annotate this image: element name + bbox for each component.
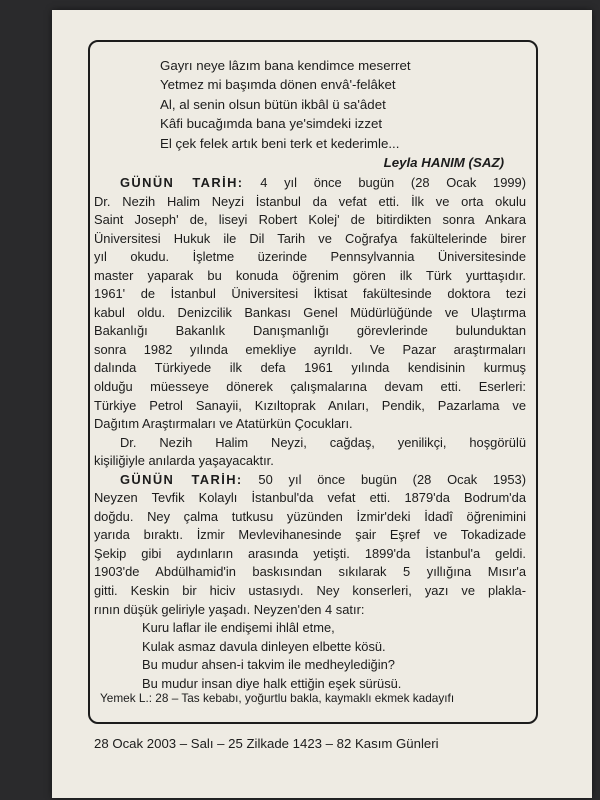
verse-line: Bu mudur insan diye halk ettiğin eşek sürüsü. xyxy=(142,675,402,691)
verse-line: Bu mudur ahsen-i takvim ile medheylediğin? xyxy=(142,657,395,673)
entry2-line: rının düşük geliriyle yaşadı. Neyzen'den 4 satır: xyxy=(94,601,365,617)
entry2-line: doğdu. Ney çalma tutkusu yüzünden İzmir'deki İdadî öğrenimini xyxy=(94,508,526,524)
entry1-line: Dr. Nezih Halim Neyzi, cağdaş, yenilikçi, hoşgörülü xyxy=(120,434,526,450)
entry2-line: gitti. Keskin bir hiciv ustasıydı. Ney konserleri, yazı ve plakla- xyxy=(94,583,526,599)
poem-line: Kâfi bucağımda bana ye'simdeki izzet xyxy=(160,116,383,132)
entry1-line: sonra 1982 yılında emekliye ayrıldı. Ve Pazar araştırmaları xyxy=(94,341,526,357)
date-footer: 28 Ocak 2003 – Salı – 25 Zilkade 1423 – 82 Kasım Günleri xyxy=(94,736,439,751)
entry1-line: kabul oldu. Denizcilik Bankası Genel Müdürlüğünde ve Ulaştırma xyxy=(94,304,526,320)
entry1-closing-line xyxy=(94,434,526,453)
entry1-line: 1961' de İstanbul Üniversitesi İktisat fakültesinde doktora tezi xyxy=(94,286,526,302)
entry1-line: master yaparak bu konuda öğrenim gören ilk Türk yurttaşıdır. xyxy=(94,267,526,283)
entry2-heading: GÜNÜN TARİH: xyxy=(120,471,243,487)
entry2-line: Neyzen Tevfik Kolaylı İstanbul'da vefat etti. 1879'da Bodrum'da xyxy=(94,490,526,506)
entry1-first-line xyxy=(94,174,526,193)
entry1-heading: GÜNÜN TARİH: xyxy=(120,175,244,190)
entry1-line: Dr. Nezih Halim Neyzi İstanbul da vefat etti. İlk ve orta okulu xyxy=(94,193,526,209)
entry2-line: Şekip gibi aydınların arasında yetişti. 1899'da İstanbul'a geldi. xyxy=(94,545,526,561)
entry2-line: yarıda bıraktı. İzmir Mevlevihanesinde şair Eşref ve Tokadizade xyxy=(94,527,526,543)
entry1-line: Türkiye Petrol Sanayii, Kızıltoprak Anıları, Pendik, Pazarlama ve xyxy=(94,397,526,413)
menu-line: Yemek L.: 28 – Tas kebabı, yoğurtlu bakla, kaymaklı ekmek kadayıfı xyxy=(100,691,455,705)
entry1-line: Dağıtım Araştırmaları ve Atatürkün Çocukları. xyxy=(94,416,353,432)
poem-line: Yetmez mi başımda dönen envâ'-felâket xyxy=(160,77,396,93)
entry1-line: olduğu müesseye dönerek çalışmalarına devam etti. Eserleri: xyxy=(94,379,526,395)
poem-line: Gayrı neye lâzım bana kendimce meserret xyxy=(160,58,411,73)
entry2-line: 50 yıl önce bugün (28 Ocak 1953) xyxy=(258,471,526,487)
entry1-line: dalında Türkiyede ilk defa 1961 yılında kendisinin kurmuş xyxy=(94,360,526,376)
entry1-line: kişiliğiyle anılarda yaşayacaktır. xyxy=(94,453,274,469)
entry2-first-line xyxy=(94,471,526,490)
entry1-line: Saint Joseph' de, liseyi Robert Kolej' de bitirdikten sonra Ankara xyxy=(94,212,526,228)
poem xyxy=(160,56,504,172)
entry2-line: 1903'de Abdülhamid'in baskısından sıkılarak 5 yıllığına Mısır'a xyxy=(94,564,526,580)
entry1-line: 4 yıl önce bugün (28 Ocak 1999) xyxy=(260,175,526,190)
verse-line: Kulak asmaz davula dinleyen elbette kösü. xyxy=(142,638,386,654)
poem-line: El çek felek artık beni terk et kederimle... xyxy=(160,135,400,151)
verse-line: Kuru laflar ile endişemi ihlâl etme, xyxy=(142,620,335,636)
poem-line: Al, al senin olsun bütün ikbâl ü sa'âdet xyxy=(160,96,386,112)
entry1-line: yıl okudu. İşletme üzerinde Pennsylvannia Üniversitesinde xyxy=(94,249,526,265)
entry1-line: Üniversitesi Hukuk ile Dil Tarih ve Coğrafya fakültelerinde birer xyxy=(94,230,526,246)
entry1-line: Bakanlığı Bakanlık Danışmanlığı görevlerinde bulunduktan xyxy=(94,323,526,339)
article-body xyxy=(94,174,526,693)
poem-author: Leyla HANIM (SAZ) xyxy=(383,155,504,171)
